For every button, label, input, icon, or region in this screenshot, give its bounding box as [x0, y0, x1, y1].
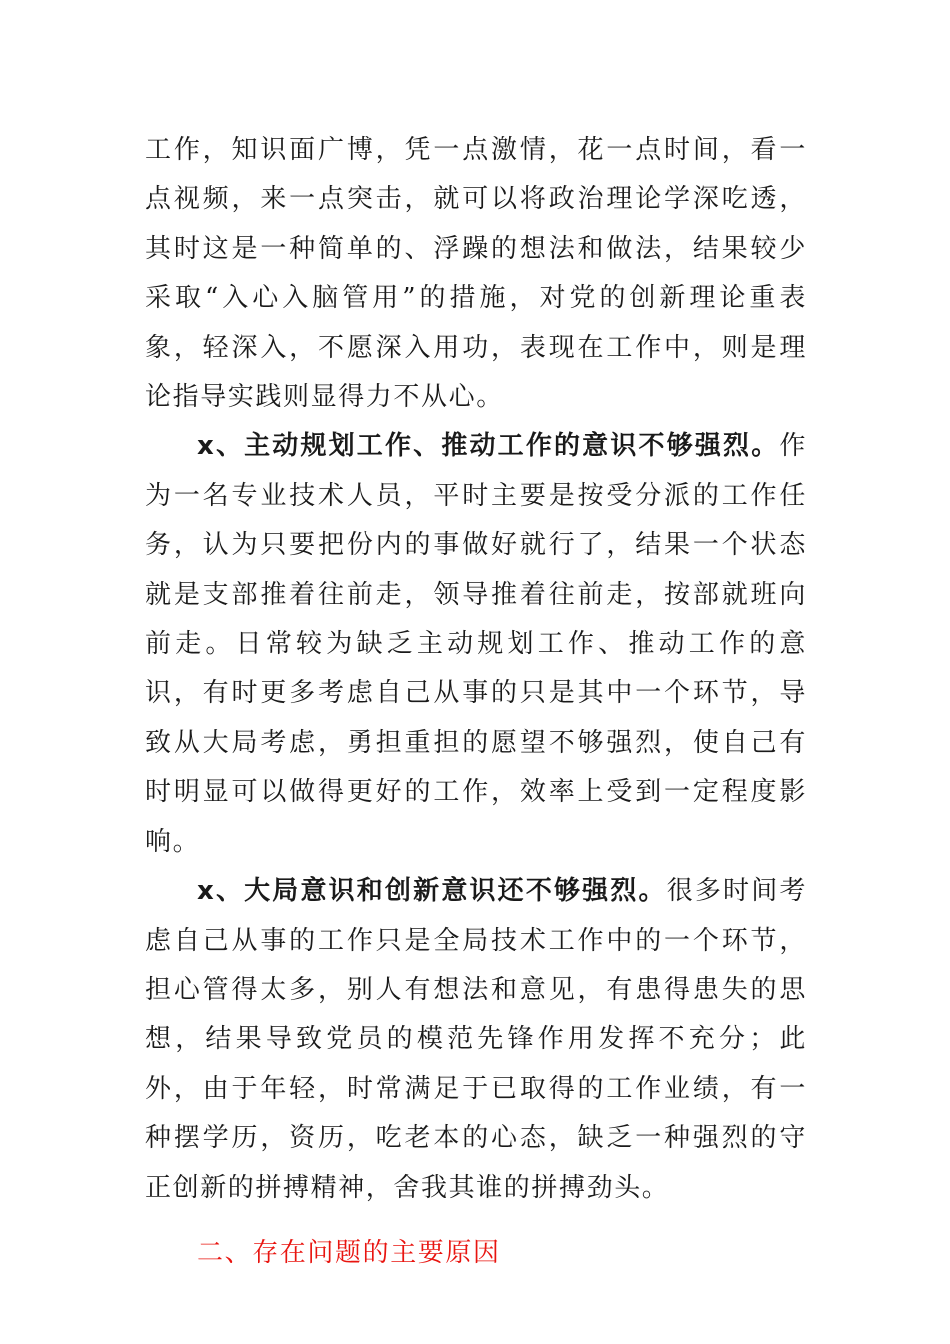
paragraph-lead-sentence: x、主动规划工作、推动工作的意识不够强烈。 [197, 431, 780, 462]
paragraph-text: 作为一名专业技术人员，平时主要是按受分派的工作任务，认为只要把份内的事做好就行了，结果一个状态就是支部推着往前走，领导推着往前走，按部就班向前走。日常较为缺乏主动规划工作、推动工作的意识，有时更多考虑自己从事的只是其中一个环节，导致从大局考虑，勇担重担的愿望不够强烈，使自己有时明显可以做得更好的工作，效率上受到一定程度影响。 [145, 431, 807, 857]
section-heading: 二、存在问题的主要原因 [197, 1237, 501, 1268]
paragraph-continuation [145, 126, 807, 422]
paragraph-text: 工作，知识面广博，凭一点激情，花一点时间，看一点视频，来一点突击，就可以将政治理论学深吃透，其时这是一种简单的、浮躁的想法和做法，结果较少采取“入心入脑管用”的措施，对党的创新理论重表象，轻深入，不愿深入用功，表现在工作中，则是理论指导实践则显得力不从心。 [145, 135, 807, 413]
paragraph-point [145, 867, 807, 1213]
paragraph-text: 很多时间考虑自己从事的工作只是全局技术工作中的一个环节，担心管得太多，别人有想法和意见，有患得患失的思想，结果导致党员的模范先锋作用发挥不充分；此外，由于年轻，时常满足于已取得的工作业绩，有一种摆学历，资历，吃老本的心态，缺乏一种强烈的守正创新的拼搏精神，舍我其谁的拼搏劲头。 [145, 876, 807, 1203]
paragraph-lead-sentence: x、大局意识和创新意识还不够强烈。 [197, 876, 667, 907]
document-body [145, 126, 807, 1278]
paragraph-point [145, 422, 807, 867]
